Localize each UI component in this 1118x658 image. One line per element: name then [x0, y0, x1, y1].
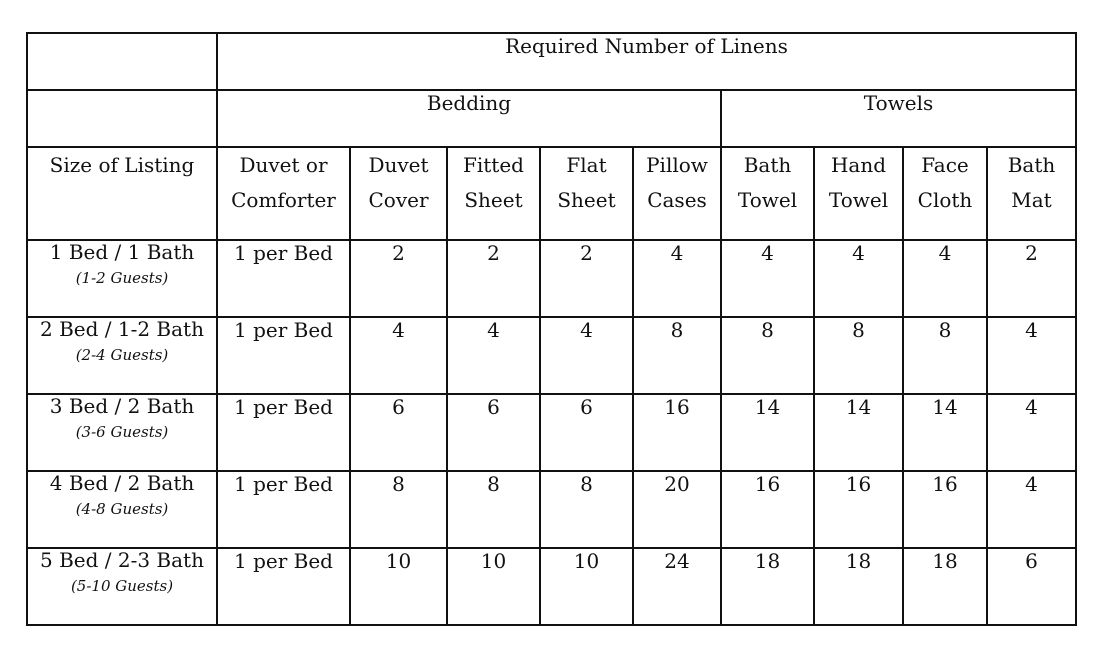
table-cell: 8	[447, 471, 540, 548]
table-cell: 6	[987, 548, 1076, 625]
listing-size: 5 Bed / 2-3 Bath	[40, 548, 204, 572]
column-header-label: Cloth	[917, 188, 973, 212]
column-header-pillow-cases	[633, 147, 721, 240]
table-cell: 2	[987, 240, 1076, 317]
column-header-label: Comforter	[231, 188, 336, 212]
column-header-label: Duvet	[368, 153, 429, 177]
table-cell: 2	[540, 240, 633, 317]
table-cell: 18	[814, 548, 903, 625]
listing-size-cell	[27, 240, 217, 317]
group-header-bedding: Bedding	[217, 90, 721, 147]
table-cell: 2	[447, 240, 540, 317]
column-header-hand-towel	[814, 147, 903, 240]
corner-cell	[27, 33, 217, 90]
table-row	[27, 548, 1076, 625]
table-cell: 8	[814, 317, 903, 394]
column-header-size	[27, 147, 217, 240]
column-header-bath-mat	[987, 147, 1076, 240]
column-header-label: Sheet	[557, 188, 616, 212]
table-cell: 8	[903, 317, 987, 394]
table-cell: 16	[903, 471, 987, 548]
column-header-label: Bath	[1007, 153, 1056, 177]
table-cell: 8	[721, 317, 814, 394]
column-header-duvet-or-comforter	[217, 147, 350, 240]
table-cell: 14	[903, 394, 987, 471]
column-header-label: Fitted	[463, 153, 524, 177]
column-header-flat-sheet	[540, 147, 633, 240]
table-cell: 4	[987, 317, 1076, 394]
table-cell: 1 per Bed	[217, 240, 350, 317]
listing-size-cell	[27, 471, 217, 548]
column-header-face-cloth	[903, 147, 987, 240]
table-cell: 4	[540, 317, 633, 394]
table-cell: 16	[814, 471, 903, 548]
table-cell: 8	[540, 471, 633, 548]
column-header-fitted-sheet	[447, 147, 540, 240]
table-cell: 4	[814, 240, 903, 317]
guest-range: (2-4 Guests)	[75, 346, 169, 364]
group-header-towels: Towels	[721, 90, 1076, 147]
column-header-label: Pillow	[646, 153, 708, 177]
table-cell: 4	[721, 240, 814, 317]
table-cell: 4	[987, 394, 1076, 471]
table-cell: 10	[447, 548, 540, 625]
guest-range: (5-10 Guests)	[70, 577, 174, 595]
column-header-label: Cover	[368, 188, 429, 212]
guest-range: (1-2 Guests)	[75, 269, 169, 287]
table-cell: 16	[721, 471, 814, 548]
column-header-bath-towel	[721, 147, 814, 240]
table-cell: 4	[903, 240, 987, 317]
listing-size: 1 Bed / 1 Bath	[49, 240, 195, 264]
table-cell: 18	[903, 548, 987, 625]
column-header-label: Bath	[743, 153, 792, 177]
listing-size-cell	[27, 394, 217, 471]
listing-size-cell	[27, 548, 217, 625]
table-cell: 4	[350, 317, 447, 394]
corner-cell	[27, 90, 217, 147]
listing-size: 3 Bed / 2 Bath	[49, 394, 195, 418]
column-header-label: Towel	[737, 188, 798, 212]
linens-table	[26, 32, 1077, 626]
table-cell: 6	[447, 394, 540, 471]
column-header-label: Cases	[647, 188, 707, 212]
table-cell: 24	[633, 548, 721, 625]
column-header-label: Size of Listing	[49, 153, 195, 177]
table-cell: 6	[350, 394, 447, 471]
table-cell: 4	[447, 317, 540, 394]
table-title-row	[27, 33, 1076, 90]
table-title: Required Number of Linens	[217, 33, 1076, 90]
listing-size: 4 Bed / 2 Bath	[49, 471, 195, 495]
table-cell: 1 per Bed	[217, 548, 350, 625]
table-cell: 1 per Bed	[217, 394, 350, 471]
table-cell: 18	[721, 548, 814, 625]
column-header-label: Hand	[830, 153, 887, 177]
column-header-label: Towel	[828, 188, 889, 212]
column-header-duvet-cover	[350, 147, 447, 240]
table-row	[27, 471, 1076, 548]
table-cell: 16	[633, 394, 721, 471]
listing-size: 2 Bed / 1-2 Bath	[40, 317, 204, 341]
table-cell: 20	[633, 471, 721, 548]
table-cell: 10	[540, 548, 633, 625]
guest-range: (4-8 Guests)	[75, 500, 169, 518]
table-cell: 10	[350, 548, 447, 625]
table-cell: 2	[350, 240, 447, 317]
table-cell: 6	[540, 394, 633, 471]
listing-size-cell	[27, 317, 217, 394]
column-header-label: Sheet	[464, 188, 523, 212]
column-header-label: Mat	[1011, 188, 1052, 212]
table-row	[27, 240, 1076, 317]
column-header-label: Face	[921, 153, 969, 177]
table-cell: 1 per Bed	[217, 317, 350, 394]
table-cell: 14	[721, 394, 814, 471]
column-header-label: Flat	[566, 153, 607, 177]
table-cell: 4	[633, 240, 721, 317]
table-cell: 14	[814, 394, 903, 471]
table-row	[27, 317, 1076, 394]
column-header-label: Duvet or	[239, 153, 328, 177]
group-header-row	[27, 90, 1076, 147]
table-row	[27, 394, 1076, 471]
guest-range: (3-6 Guests)	[75, 423, 169, 441]
column-header-row	[27, 147, 1076, 240]
table-cell: 8	[633, 317, 721, 394]
table-cell: 4	[987, 471, 1076, 548]
table-cell: 1 per Bed	[217, 471, 350, 548]
table-cell: 8	[350, 471, 447, 548]
